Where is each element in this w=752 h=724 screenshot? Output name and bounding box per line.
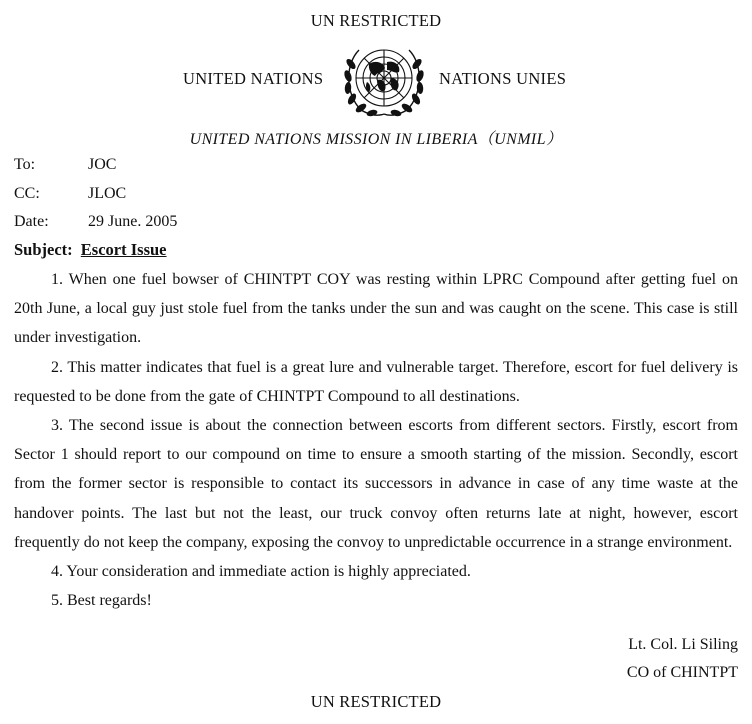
un-emblem-icon xyxy=(339,42,429,118)
paragraph-5: 5. Best regards! xyxy=(51,592,152,610)
letterhead xyxy=(0,42,752,118)
signature-name: Lt. Col. Li Siling xyxy=(628,636,738,653)
memo-body xyxy=(14,265,738,615)
subject-line xyxy=(14,240,167,260)
subject-label: Subject: xyxy=(14,240,73,259)
cc-label: CC: xyxy=(14,185,40,202)
org-name-french: NATIONS UNIES xyxy=(439,69,567,88)
paragraph-2: 2. This matter indicates that fuel is a great lure and vulnerable target. Therefore, escort for fuel delivery is requested to be done from the gate of CHINTPT Compound to all destinations. xyxy=(14,358,738,405)
classification-top: UN RESTRICTED xyxy=(310,11,442,30)
paragraph-1: 1. When one fuel bowser of CHINTPT COY was resting within LPRC Compound after getting fuel on 20th June, a local guy just stole fuel from the tanks under the sun and was caught on the scene. This case is still under investigation. xyxy=(14,271,738,347)
signature-title: CO of CHINTPT xyxy=(626,664,738,681)
paragraph-4: 4. Your consideration and immediate action is highly appreciated. xyxy=(51,563,471,581)
date-value: 29 June. 2005 xyxy=(88,213,178,230)
to-label: To: xyxy=(14,156,36,173)
paragraph-3: 3. The second issue is about the connection between escorts from different sectors. Firstly, escort from Sector 1 should report to our compound on time to ensure a smooth starting of the mission. Secondly, escort from the former sector is responsible to contact its successors in advance in case of any time waste at the handover points. The last but not the least, our truck convoy often returns late at night, however, escort frequently do not keep the company, exposing the convoy to unpredictable occurrence in a strange environment. xyxy=(14,417,738,551)
classification-bottom: UN RESTRICTED xyxy=(310,692,442,711)
to-value: JOC xyxy=(88,156,117,173)
mission-title: UNITED NATIONS MISSION IN LIBERIA（UNMIL） xyxy=(189,131,563,148)
subject-value: Escort Issue xyxy=(80,240,167,259)
cc-value: JLOC xyxy=(88,185,127,202)
org-name-english: UNITED NATIONS xyxy=(183,69,324,88)
date-label: Date: xyxy=(14,213,49,230)
